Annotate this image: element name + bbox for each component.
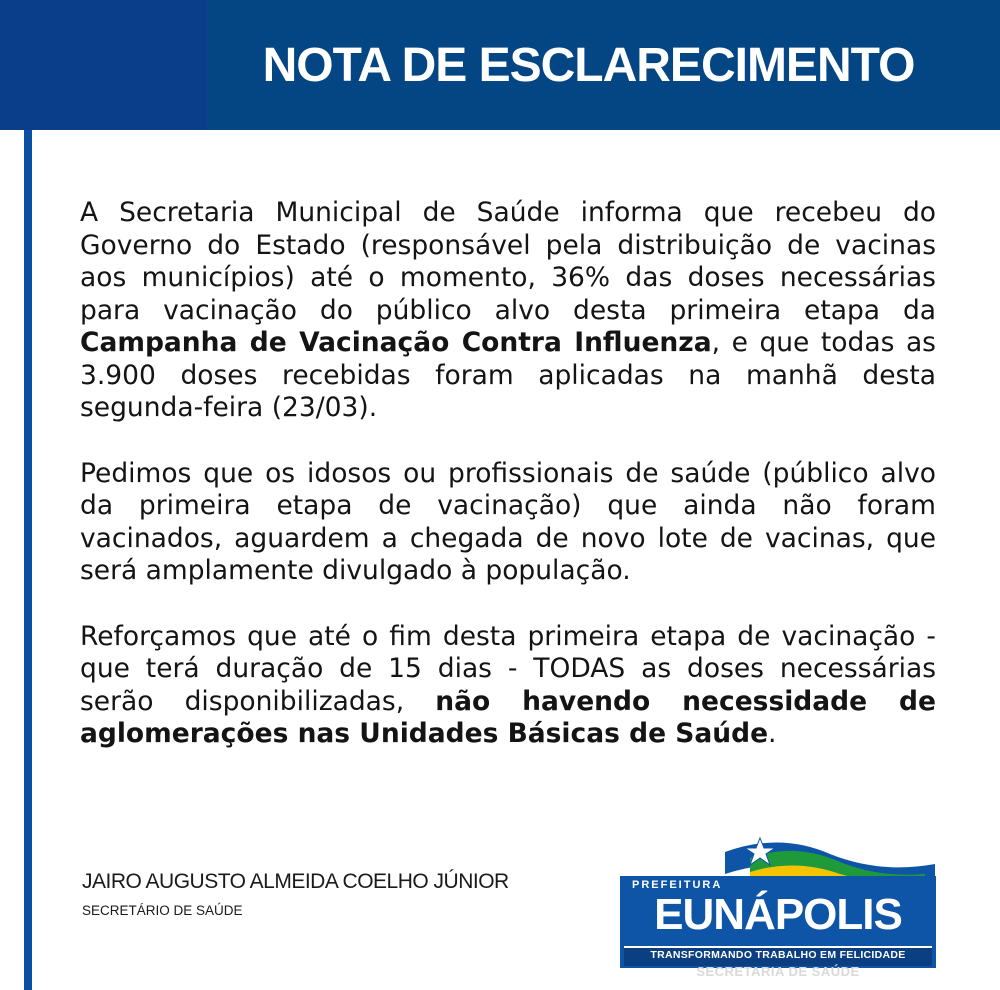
- logo-city-name: EUNÁPOLIS: [654, 890, 902, 939]
- logo-department: SECRETARIA DE SAÚDE: [696, 964, 860, 979]
- signature-role: SECRETÁRIO DE SAÚDE: [82, 903, 243, 918]
- paragraph-1-text-end: , e que todas as 3.900 doses recebidas foram aplicadas na manhã desta segunda-feira (23/03).: [80, 327, 936, 423]
- paragraph-1: [80, 197, 936, 425]
- paragraph-1-text: A Secretaria Municipal de Saúde informa que recebeu do Governo do Estado (responsável pela distribuição de vacinas aos municípios) até o momento, 36% das doses necessárias para vacinação do público alvo desta primeira etapa da: [80, 197, 936, 326]
- page-title: NOTA DE ESCLARECIMENTO: [262, 38, 915, 92]
- paragraph-3: [80, 621, 936, 751]
- note-body: [80, 197, 936, 784]
- logo-tagline: TRANSFORMANDO TRABALHO EM FELICIDADE: [650, 949, 906, 961]
- paragraph-2: Pedimos que os idosos ou profissionais de saúde (público alvo da primeira etapa de vacinação) que ainda não foram vacinados, aguardem a chegada de novo lote de vacinas, que será amplamente divulgado à população.: [80, 457, 936, 586]
- left-accent-rule: [24, 130, 32, 990]
- paragraph-3-text: Reforçamos que até o fim desta primeira etapa de vacinação - que terá duração de 15 dias - TODAS as doses necessárias serão disponibilizadas,: [80, 620, 936, 717]
- header-left-block: [0, 0, 207, 130]
- logo-prefix: PREFEITURA: [632, 879, 723, 891]
- no-crowding-notice: não havendo necessidade de aglomerações nas Unidades Básicas de Saúde: [80, 685, 936, 749]
- eunapolis-logo: [620, 834, 936, 980]
- paragraph-3-text-end: .: [768, 718, 777, 749]
- campaign-name: Campanha de Vacinação Contra Influenza: [80, 327, 712, 358]
- signature-name: JAIRO AUGUSTO ALMEIDA COELHO JÚNIOR: [82, 870, 509, 893]
